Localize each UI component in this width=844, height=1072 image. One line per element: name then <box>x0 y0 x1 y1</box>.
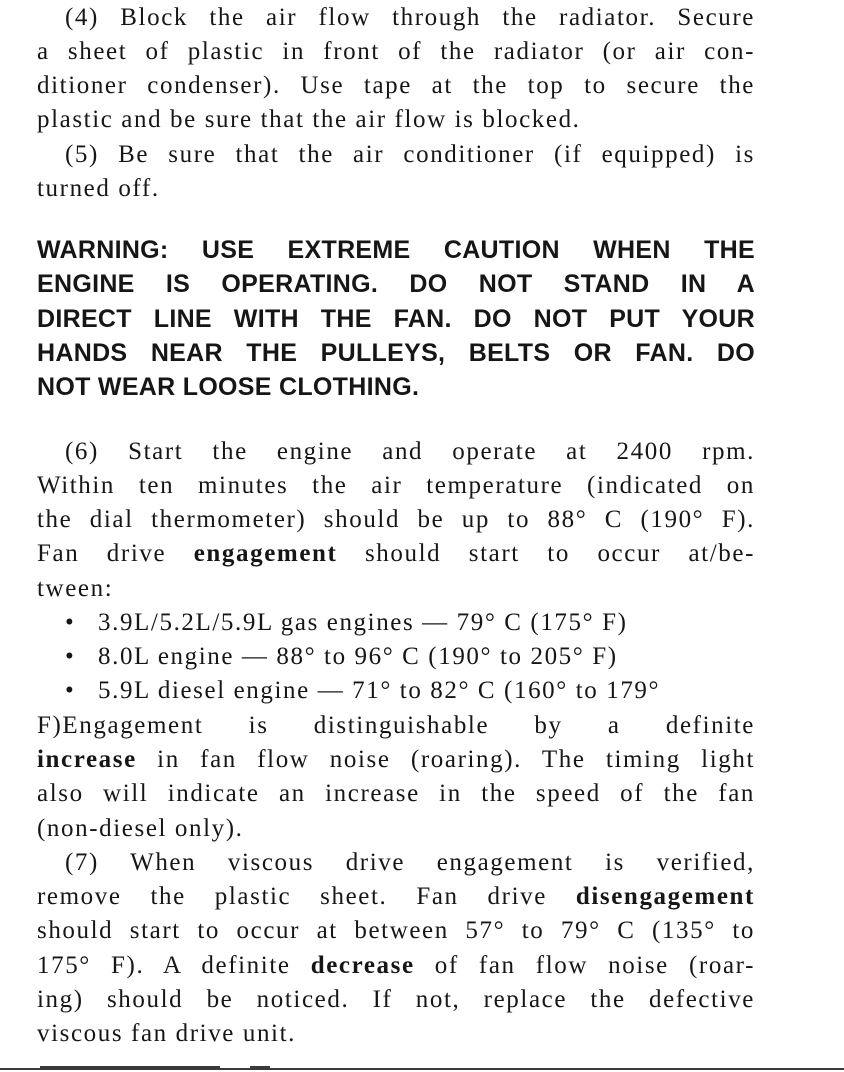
text-line <box>37 537 755 571</box>
bullet-item <box>37 640 755 674</box>
bullet-text: 8.0L engine — 88° to 96° C (190° to 205° F) <box>98 643 618 670</box>
page-bottom-rule <box>0 1068 844 1070</box>
emphasis-engagement: engagement <box>193 540 338 567</box>
text-line: Within ten minutes the air temperature (indicated on <box>37 472 755 499</box>
emphasis-increase: increase <box>37 746 137 773</box>
text-line <box>37 743 755 777</box>
text-run: 175° F). A definite <box>37 952 311 979</box>
page-bottom-rule-fragment <box>40 1066 220 1068</box>
text-line: a sheet of plastic in front of the radiator (or air con- <box>37 38 755 65</box>
text-line: should start to occur at between 57° to 79° C (135° to <box>37 917 755 944</box>
text-line: plastic and be sure that the air flow is blocked. <box>37 106 581 133</box>
text-line: tween: <box>37 575 114 602</box>
text-line: ditioner condenser). Use tape at the top to secure the <box>37 72 755 99</box>
text-line: (5) Be sure that the air conditioner (if equipped) is <box>65 141 755 168</box>
text-line: (6) Start the engine and operate at 2400 rpm. <box>65 438 755 465</box>
text-run: in fan flow noise (roaring). The timing light <box>136 746 755 773</box>
warning-line: DIRECT LINE WITH THE FAN. DO NOT PUT YOUR <box>37 305 755 333</box>
text-line: ing) should be noticed. If not, replace the defective <box>37 986 755 1013</box>
warning-line: WARNING: USE EXTREME CAUTION WHEN THE <box>37 236 755 264</box>
bullet-text: 3.9L/5.2L/5.9L gas engines — 79° C (175° F) <box>98 609 628 636</box>
emphasis-disengagement: disengagement <box>575 883 755 910</box>
text-line: (4) Block the air flow through the radiator. Secure <box>65 4 755 31</box>
text-line <box>37 880 755 914</box>
text-line: also will indicate an increase in the speed of the fan <box>37 780 755 807</box>
bullet-icon: • <box>65 677 76 704</box>
text-line <box>37 949 755 983</box>
text-line: turned off. <box>37 175 160 202</box>
text-line: (7) When viscous drive engagement is verified, <box>65 849 755 876</box>
text-run: should start to occur at/be- <box>337 540 755 567</box>
text-line: F)Engagement is distinguishable by a definite <box>37 712 755 739</box>
warning-line: NOT WEAR LOOSE CLOTHING. <box>37 373 420 401</box>
warning-line: HANDS NEAR THE PULLEYS, BELTS OR FAN. DO <box>37 339 755 367</box>
text-run: of fan flow noise (roar- <box>414 952 755 979</box>
bullet-item <box>37 606 755 640</box>
bullet-icon: • <box>65 643 76 670</box>
text-line: the dial thermometer) should be up to 88° C (190° F). <box>37 506 755 533</box>
page-bottom-rule-fragment <box>250 1066 270 1068</box>
emphasis-decrease: decrease <box>310 952 415 979</box>
bullet-item <box>37 674 755 708</box>
warning-line: ENGINE IS OPERATING. DO NOT STAND IN A <box>37 270 755 298</box>
text-run: Fan drive <box>37 540 194 567</box>
text-line: (non-diesel only). <box>37 815 244 842</box>
bullet-icon: • <box>65 609 76 636</box>
text-line: viscous fan drive unit. <box>37 1020 296 1047</box>
text-run: remove the plastic sheet. Fan drive <box>37 883 576 910</box>
bullet-text: 5.9L diesel engine — 71° to 82° C (160° to 179° <box>98 677 661 704</box>
